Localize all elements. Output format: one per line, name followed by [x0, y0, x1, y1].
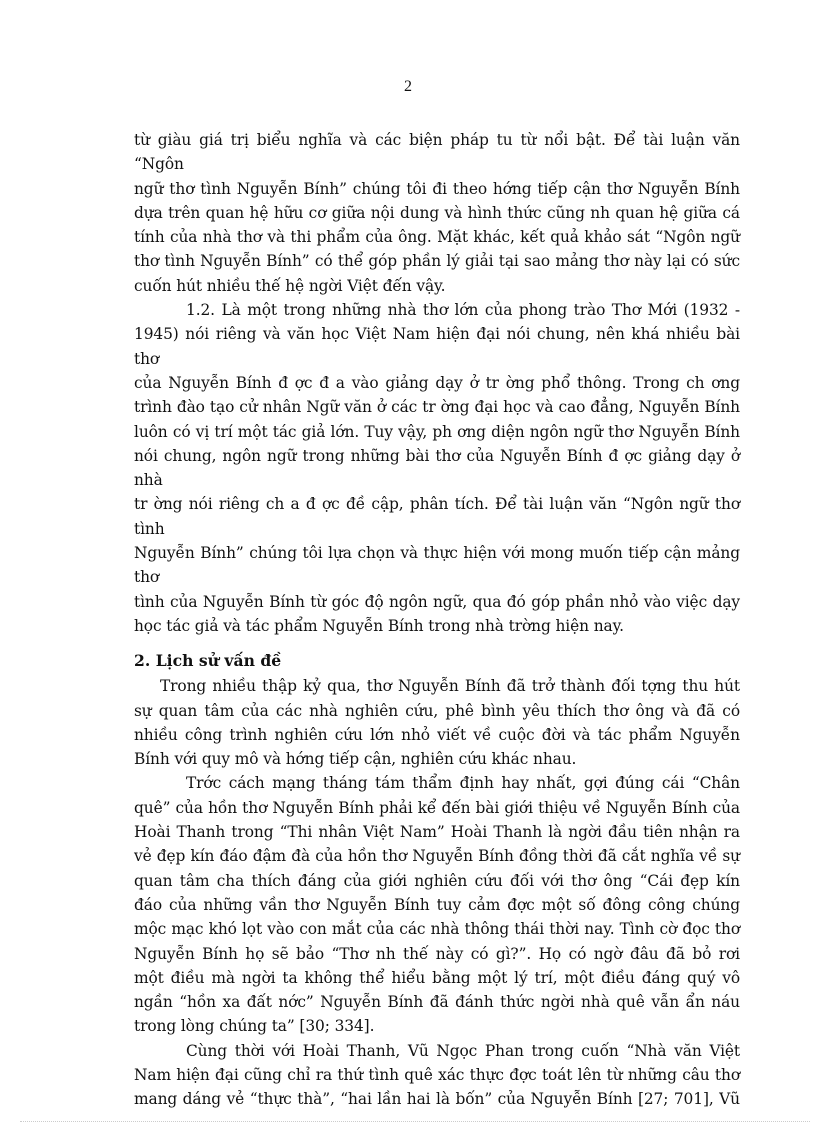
text-line: tính của nhà thơ và thi phẩm của ông. Mặt khác, kết quả khảo sát “Ngôn ngữ [134, 228, 740, 247]
text-line: trong lòng chúng ta” [30; 334]. [134, 1017, 375, 1036]
text-line: luôn có vị trí một tác giả lớn. Tuy vậy, ph ơng diện ngôn ngữ thơ Nguyễn Bính [134, 422, 740, 441]
text-line: Hoài Thanh trong “Thi nhân Việt Nam” Hoài Thanh là ngời đầu tiên nhận ra [134, 823, 740, 842]
text-line: Trớc cách mạng tháng tám thẩm định hay nhất, gợi đúng cái “Chân [186, 774, 740, 793]
text-line: 1.2. Là một trong những nhà thơ lớn của phong trào Thơ Mới (1932 - [186, 301, 740, 320]
paragraph-5 [134, 1039, 740, 1112]
page-number: 2 [404, 78, 412, 95]
text-line: đáo của những vần thơ Nguyễn Bính tuy cảm đợc một số đông công chúng [134, 895, 740, 914]
text-line: Cùng thời với Hoài Thanh, Vũ Ngọc Phan trong cuốn “Nhà văn Việt [186, 1041, 740, 1060]
text-line: ngần “hồn xa đất nớc” Nguyễn Bính đã đánh thức ngời nhà quê vẫn ẩn náu [134, 993, 740, 1012]
text-line: mang dáng vẻ “thực thà”, “hai lần hai là bốn” của Nguyễn Bính [27; 701], Vũ [134, 1090, 740, 1109]
text-line: nói chung, ngôn ngữ trong những bài thơ của Nguyễn Bính đ ợc giảng dạy ở nhà [134, 446, 740, 490]
text-line: của Nguyễn Bính đ ợc đ a vào giảng dạy ở tr ờng phổ thông. Trong ch ơng [134, 373, 740, 392]
text-line: 1945) nói riêng và văn học Việt Nam hiện đại nói chung, nên khá nhiều bài thơ [134, 325, 740, 368]
text-line: Bính với quy mô và hớng tiếp cận, nghiên cứu khác nhau. [134, 750, 577, 769]
text-line: cuốn hút nhiều thế hệ ngời Việt đến vậy. [134, 276, 446, 295]
text-line: tr ờng nói riêng ch a đ ợc đề cập, phân tích. Để tài luận văn “Ngôn ngữ thơ tình [134, 495, 740, 538]
text-line: thơ tình Nguyễn Bính” có thể góp phần lý giải tại sao mảng thơ này lại có sức [134, 252, 740, 271]
paragraph-2 [134, 298, 740, 638]
text-line: quê” của hồn thơ Nguyễn Bính phải kể đến bài giới thiệu về Nguyễn Bính của [134, 798, 740, 817]
text-line: vẻ đẹp kín đáo đậm đà của hồn thơ Nguyễn Bính đồng thời đã cắt nghĩa về sự [134, 847, 740, 866]
text-line: sự quan tâm của các nhà nghiên cứu, phê bình yêu thích thơ ông và đã có [134, 701, 740, 720]
text-line: tình của Nguyễn Bính từ góc độ ngôn ngữ, qua đó góp phần nhỏ vào việc dạy [134, 592, 740, 611]
page-bottom-rule [20, 1121, 810, 1122]
text-line: mộc mạc khó lọt vào con mắt của các nhà thông thái thời nay. Tình cờ đọc thơ [134, 920, 740, 939]
paragraph-3 [134, 674, 740, 771]
text-line: Nguyễn Bính họ sẽ bảo “Thơ nh thế này có gì?”. Họ có ngờ đâu đã bỏ rơi [134, 944, 740, 963]
text-line: Nam hiện đại cũng chỉ ra thứ tình quê xác thực đợc toát lên từ những câu thơ [134, 1065, 740, 1084]
text-line: quan tâm cha thích đáng của giới nghiên cứu đối với thơ ông “Cái đẹp kín [134, 871, 740, 890]
text-line: dựa trên quan hệ hữu cơ giữa nội dung và hình thức cũng nh quan hệ giữa cá [134, 203, 740, 222]
text-line: một điều mà ngời ta không thể hiểu bằng một lý trí, một điều đáng quý vô [134, 968, 740, 987]
text-line: học tác giả và tác phẩm Nguyễn Bính trong nhà trờng hiện nay. [134, 616, 624, 635]
document-body [134, 128, 740, 1112]
section-heading: 2. Lịch sử vấn đề [134, 651, 282, 671]
paragraph-4 [134, 771, 740, 1038]
text-line: từ giàu giá trị biểu nghĩa và các biện pháp tu từ nổi bật. Để tài luận văn “Ngôn [134, 131, 740, 174]
paragraph-1 [134, 128, 740, 298]
text-line: Trong nhiều thập kỷ qua, thơ Nguyễn Bính đã trở thành đối tợng thu hút [160, 677, 740, 696]
text-line: Nguyễn Bính” chúng tôi lựa chọn và thực hiện với mong muốn tiếp cận mảng thơ [134, 544, 740, 587]
text-line: trình đào tạo cử nhân Ngữ văn ở các tr ờng đại học và cao đẳng, Nguyễn Bính [134, 398, 740, 417]
text-line: ngữ thơ tình Nguyễn Bính” chúng tôi đi theo hớng tiếp cận thơ Nguyễn Bính [134, 179, 740, 198]
text-line: nhiều công trình nghiên cứu lớn nhỏ viết về cuộc đời và tác phẩm Nguyễn [134, 725, 740, 744]
